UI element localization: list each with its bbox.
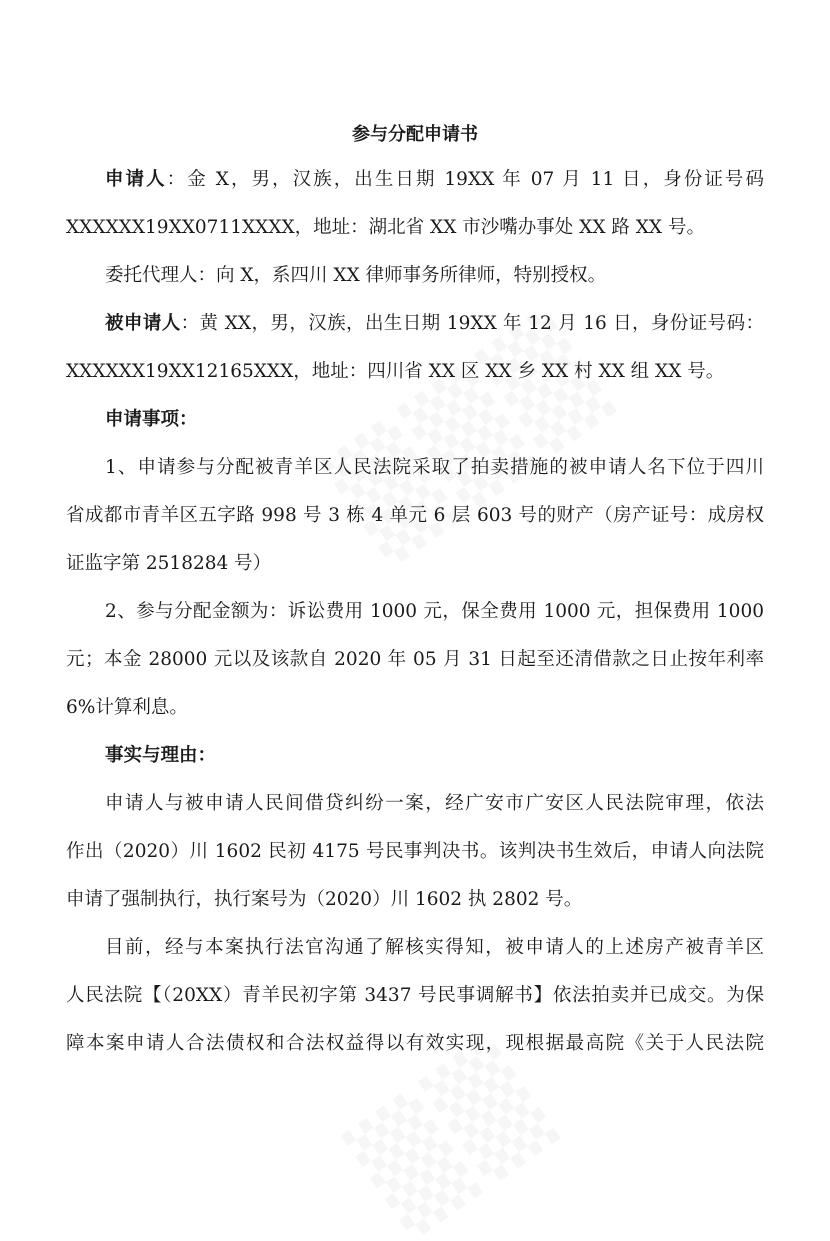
request2-line-2: 元；本金 28000 元以及该款自 2020 年 05 月 31 日起至还清借款之日止按年利率 [66,649,764,670]
respondent-info: ：黄 XX，男，汉族，出生日期 19XX 年 12 月 16 日，身份证号码： [180,313,764,334]
request1-line-2: 省成都市青羊区五字路 998 号 3 栋 4 单元 6 层 603 号的财产（房产证号：成房权 [66,505,764,526]
request2-line-3: 6%计算利息。 [66,697,188,718]
applicant-line-1 [105,167,764,193]
agent-line: 委托代理人：向 X，系四川 XX 律师事务所律师，特别授权。 [105,265,607,286]
watermark-mark-bottom [340,1027,568,1240]
document-title: 参与分配申请书 [352,124,478,145]
facts1-line-3: 申请了强制执行，执行案号为（2020）川 1602 执 2802 号。 [66,889,583,910]
request1-line-3: 证监字第 2518284 号） [66,553,272,574]
respondent-line-1 [105,311,764,337]
facts2-line-3: 障本案申请人合法债权和合法权益得以有效实现，现根据最高院《关于人民法院 [66,1033,764,1054]
respondent-line-2: XXXXXX19XX12165XXX，地址：四川省 XX 区 XX 乡 XX 村 XX 组 XX 号。 [66,361,725,382]
applicant-label: 申请人 [105,169,167,190]
facts2-line-1: 目前，经与本案执行法官沟通了解核实得知，被申请人的上述房产被青羊区 [105,937,764,958]
facts-heading: 事实与理由： [105,745,217,766]
facts2-line-2: 人民法院【（20XX）青羊民初字第 3437 号民事调解书】依法拍卖并已成交。为保 [66,985,764,1006]
applicant-line-2: XXXXXX19XX0711XXXX，地址：湖北省 XX 市沙嘴办事处 XX 路 XX 号。 [66,217,705,238]
respondent-label: 被申请人 [105,313,181,334]
requests-heading: 申请事项： [105,409,198,430]
facts1-line-1: 申请人与被申请人民间借贷纠纷一案，经广安市广安区人民法院审理，依法 [105,793,764,814]
request2-line-1: 2、参与分配金额为：诉讼费用 1000 元，保全费用 1000 元，担保费用 1000 [105,601,764,622]
facts1-line-2: 作出（2020）川 1602 民初 4175 号民事判决书。该判决书生效后，申请人向法院 [66,841,764,862]
request1-line-1: 1、申请参与分配被青羊区人民法院采取了拍卖措施的被申请人名下位于四川 [105,457,764,478]
applicant-info: ：金 X，男，汉族，出生日期 19XX 年 07 月 11 日，身份证号码 [166,169,764,190]
